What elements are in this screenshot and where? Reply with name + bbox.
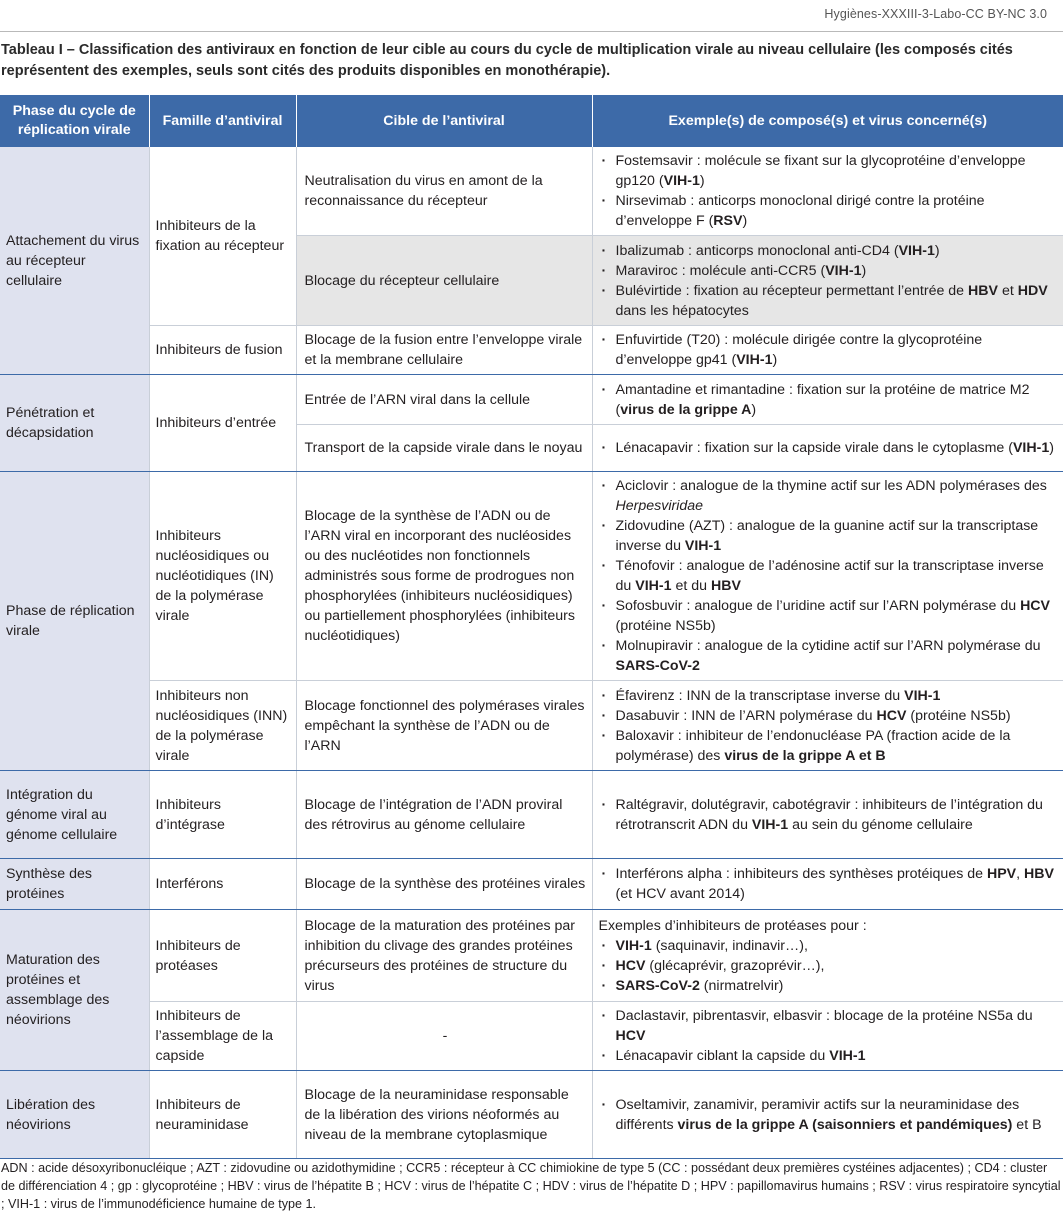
table-caption: Tableau I – Classification des antiviraux en fonction de leur cible au cours du cycle de multiplication virale au niveau cellulaire (les composés cités représentent des exemples, seuls sont cités des produits disponibles en monothérapie). [1, 42, 1013, 79]
examples-cell [592, 1071, 1063, 1159]
header-examples: Exemple(s) de composé(s) et virus concerné(s) [592, 95, 1063, 147]
target-cell: - [296, 1002, 592, 1071]
family-cell: Inhibiteurs d’entrée [149, 375, 296, 472]
list-item: · Oseltamivir, zanamivir, peramivir actifs sur la neuraminidase des différents virus de la grippe A (saisonniers et pandémiques) et B [599, 1095, 1058, 1135]
examples-cell [592, 910, 1063, 1002]
phase-cell: Intégration du génome viral au génome cellulaire [0, 771, 149, 859]
phase-cell: Attachement du virus au récepteur cellulaire [0, 147, 149, 375]
abbreviations-footnote: ADN : acide désoxyribonucléique ; AZT : zidovudine ou azidothymidine ; CCR5 : récepteur à CC chimiokine de type 5 (CC : possédant deux premières cystéines adjacentes) ; CD4 : cluster de différenciation 4 ; gp : glycoprotéine ; HBV : virus de l’hépatite B ; HCV : virus de l’hépatite C ; HDV : virus de l’hépatite D ; HPV : papillomavirus humains ; RSV : virus respiratoire syncytial ; VIH-1 : virus de l’immunodéficience humaine de type 1. [1, 1161, 1061, 1211]
table-row [0, 472, 1063, 681]
proteases-intro: Exemples d’inhibiteurs de protéases pour : [598, 917, 867, 934]
list-item: · Fostemsavir : molécule se fixant sur la glycoprotéine d’enveloppe gp120 (VIH-1) [599, 151, 1058, 191]
target-cell: Blocage de la maturation des protéines par inhibition du clivage des grandes protéines précurseurs des protéines de structure du virus [296, 910, 592, 1002]
list-item: · Maraviroc : molécule anti-CCR5 (VIH-1) [599, 261, 1058, 281]
family-cell: Inhibiteurs d’intégrase [149, 771, 296, 859]
examples-cell [592, 771, 1063, 859]
phase-cell: Phase de réplication virale [0, 472, 149, 771]
family-cell: Inhibiteurs de neuraminidase [149, 1071, 296, 1159]
family-cell: Inhibiteurs de protéases [149, 910, 296, 1002]
target-cell: Blocage de l’intégration de l’ADN proviral des rétrovirus au génome cellulaire [296, 771, 592, 859]
antiviral-classification-table [0, 95, 1063, 1159]
examples-cell [592, 147, 1063, 236]
target-cell: Entrée de l’ARN viral dans la cellule [296, 375, 592, 425]
target-cell: Transport de la capside virale dans le noyau [296, 425, 592, 472]
examples-cell [592, 236, 1063, 326]
family-cell: Interférons [149, 859, 296, 910]
family-cell: Inhibiteurs de la fixation au récepteur [149, 147, 296, 326]
table-row [0, 375, 1063, 425]
list-item: · Enfuvirtide (T20) : molécule dirigée contre la glycoprotéine d’enveloppe gp41 (VIH-1) [599, 330, 1058, 370]
phase-cell: Synthèse des protéines [0, 859, 149, 910]
table-row [0, 859, 1063, 910]
list-item: · VIH-1 (saquinavir, indinavir…), [599, 936, 1058, 956]
family-cell: Inhibiteurs de fusion [149, 326, 296, 375]
list-item: · Zidovudine (AZT) : analogue de la guanine actif sur la transcriptase inverse du VIH-1 [599, 516, 1058, 556]
header-family: Famille d’antiviral [149, 95, 296, 147]
top-divider [0, 31, 1063, 32]
header-phase: Phase du cycle de réplication virale [0, 95, 149, 147]
table-row [0, 910, 1063, 1002]
table-row [0, 326, 1063, 375]
list-item: · Ibalizumab : anticorps monoclonal anti-CD4 (VIH-1) [599, 241, 1058, 261]
phase-cell: Maturation des protéines et assemblage des néovirions [0, 910, 149, 1071]
target-cell: Neutralisation du virus en amont de la reconnaissance du récepteur [296, 147, 592, 236]
examples-cell [592, 1002, 1063, 1071]
phase-cell: Pénétration et décapsidation [0, 375, 149, 472]
list-item: · Interférons alpha : inhibiteurs des synthèses protéiques de HPV, HBV (et HCV avant 2014) [599, 864, 1058, 904]
table-row [0, 681, 1063, 771]
list-item: · Nirsevimab : anticorps monoclonal dirigé contre la protéine d’enveloppe F (RSV) [599, 191, 1058, 231]
list-item: · Molnupiravir : analogue de la cytidine actif sur l’ARN polymérase du SARS-CoV-2 [599, 636, 1058, 676]
list-item: · Daclastavir, pibrentasvir, elbasvir : blocage de la protéine NS5a du HCV [599, 1006, 1058, 1046]
list-item: · HCV (glécaprévir, grazoprévir…), [599, 956, 1058, 976]
table-row [0, 1002, 1063, 1071]
list-item: · Lénacapavir : fixation sur la capside virale dans le cytoplasme (VIH-1) [599, 438, 1058, 458]
list-item: · Ténofovir : analogue de l’adénosine actif sur la transcriptase inverse du VIH-1 et du HBV [599, 556, 1058, 596]
list-item: · Amantadine et rimantadine : fixation sur la protéine de matrice M2 (virus de la grippe A) [599, 380, 1058, 420]
list-item: · Sofosbuvir : analogue de l’uridine actif sur l’ARN polymérase du HCV (protéine NS5b) [599, 596, 1058, 636]
family-cell: Inhibiteurs nucléosidiques ou nucléotidiques (IN) de la polymérase virale [149, 472, 296, 681]
examples-cell [592, 681, 1063, 771]
list-item: · Aciclovir : analogue de la thymine actif sur les ADN polymérases des Herpesviridae [599, 476, 1058, 516]
list-item: · SARS-CoV-2 (nirmatrelvir) [599, 976, 1058, 996]
target-cell: Blocage du récepteur cellulaire [296, 236, 592, 326]
table-row [0, 1071, 1063, 1159]
target-cell: Blocage de la neuraminidase responsable de la libération des virions néoformés au niveau de la membrane cytoplasmique [296, 1071, 592, 1159]
list-item: · Éfavirenz : INN de la transcriptase inverse du VIH-1 [599, 686, 1058, 706]
examples-cell [592, 375, 1063, 425]
examples-cell [592, 425, 1063, 472]
table-row [0, 147, 1063, 236]
examples-cell [592, 859, 1063, 910]
list-item: · Lénacapavir ciblant la capside du VIH-1 [599, 1046, 1058, 1066]
family-cell: Inhibiteurs de l’assemblage de la capside [149, 1002, 296, 1071]
list-item: · Bulévirtide : fixation au récepteur permettant l’entrée de HBV et HDV dans les hépatocytes [599, 281, 1058, 321]
examples-cell [592, 472, 1063, 681]
examples-cell [592, 326, 1063, 375]
phase-cell: Libération des néovirions [0, 1071, 149, 1159]
list-item: · Baloxavir : inhibiteur de l’endonucléase PA (fraction acide de la polymérase) des virus de la grippe A et B [599, 726, 1058, 766]
header-target: Cible de l’antiviral [296, 95, 592, 147]
table-row [0, 771, 1063, 859]
family-cell: Inhibiteurs non nucléosidiques (INN) de la polymérase virale [149, 681, 296, 771]
target-cell: Blocage fonctionnel des polymérases virales empêchant la synthèse de l’ADN ou de l’ARN [296, 681, 592, 771]
target-cell: Blocage de la synthèse de l’ADN ou de l’ARN viral en incorporant des nucléosides ou des nucléotides non fonctionnels administrés sous forme de prodrogues non phosphorylées (inhibiteurs nucléosidiques) ou partiellement phosphorylées (inhibiteurs nucléotidiques) [296, 472, 592, 681]
header-row [0, 95, 1063, 147]
list-item: · Dasabuvir : INN de l’ARN polymérase du HCV (protéine NS5b) [599, 706, 1058, 726]
list-item: · Raltégravir, dolutégravir, cabotégravir : inhibiteurs de l’intégration du rétrotranscrit ADN du VIH-1 au sein du génome cellulaire [599, 795, 1058, 835]
target-cell: Blocage de la synthèse des protéines virales [296, 859, 592, 910]
source-label: Hygiènes-XXXIII-3-Labo-CC BY-NC 3.0 [824, 7, 1047, 21]
target-cell: Blocage de la fusion entre l’enveloppe virale et la membrane cellulaire [296, 326, 592, 375]
